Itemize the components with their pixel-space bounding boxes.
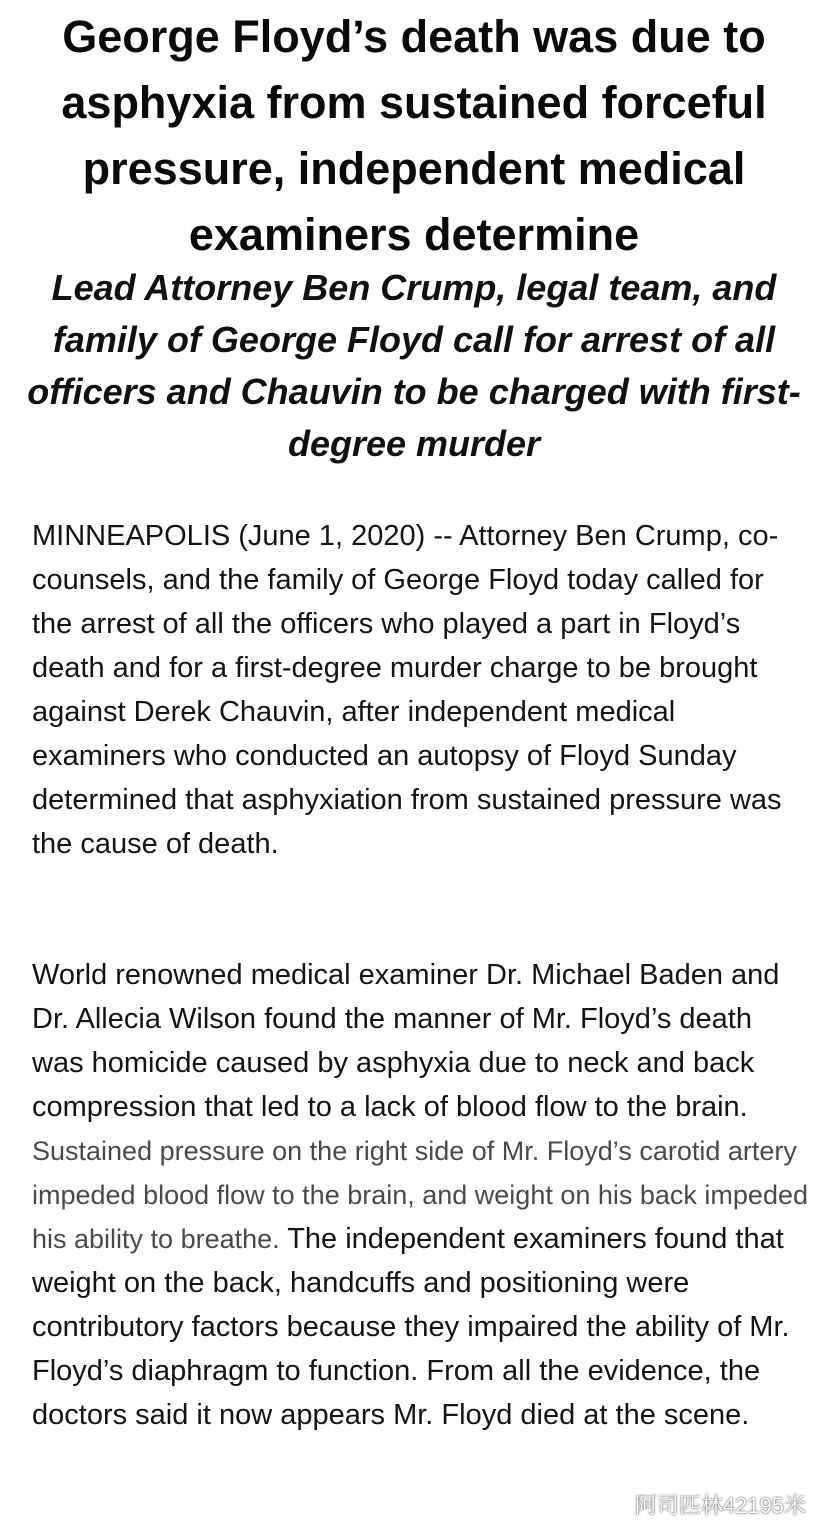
paragraph-2-part-1: World renowned medical examiner Dr. Michael Baden and Dr. Allecia Wilson found the manner of Mr. Floyd’s death was homicide caused by asphyxia due to neck and back compression that led to a lack of blood flow to the brain. xyxy=(32,959,780,1123)
headline: George Floyd’s death was due to asphyxia from sustained forceful pressure, independent medical examiners determine xyxy=(61,11,767,260)
paragraph-2-part-3: The independent examiners found that weight on the back, handcuffs and positioning were contributory factors because they impaired the ability of Mr. Floyd’s diaphragm to function. xyxy=(32,1223,790,1387)
watermark xyxy=(603,1489,806,1520)
paragraph-2-part-2: Sustained pressure on the right side of Mr. Floyd’s carotid artery impeded blood flow to the brain, and weight on his back impeded his ability to breathe. xyxy=(32,1136,808,1254)
paragraph-2 xyxy=(32,953,808,1437)
paragraph-1: MINNEAPOLIS (June 1, 2020) -- Attorney Ben Crump, co-counsels, and the family of George Floyd today called for the arrest of all the officers who played a part in Floyd’s death and for a first-degree murder charge to be brought against Derek Chauvin, after independent medical examiners who conducted an autopsy of Floyd Sunday determined that asphyxiation from sustained pressure was the cause of death. xyxy=(32,520,782,860)
wechat-icon xyxy=(603,1494,629,1516)
watermark-text: 阿司匹林42195米 xyxy=(634,1493,806,1518)
paragraph-2-part-4: From all the evidence, the doctors said it now appears Mr. Floyd died at the scene. xyxy=(32,1355,761,1431)
subheadline: Lead Attorney Ben Crump, legal team, and family of George Floyd call for arrest of all officers and Chauvin to be charged with first-degree murder xyxy=(27,267,801,464)
